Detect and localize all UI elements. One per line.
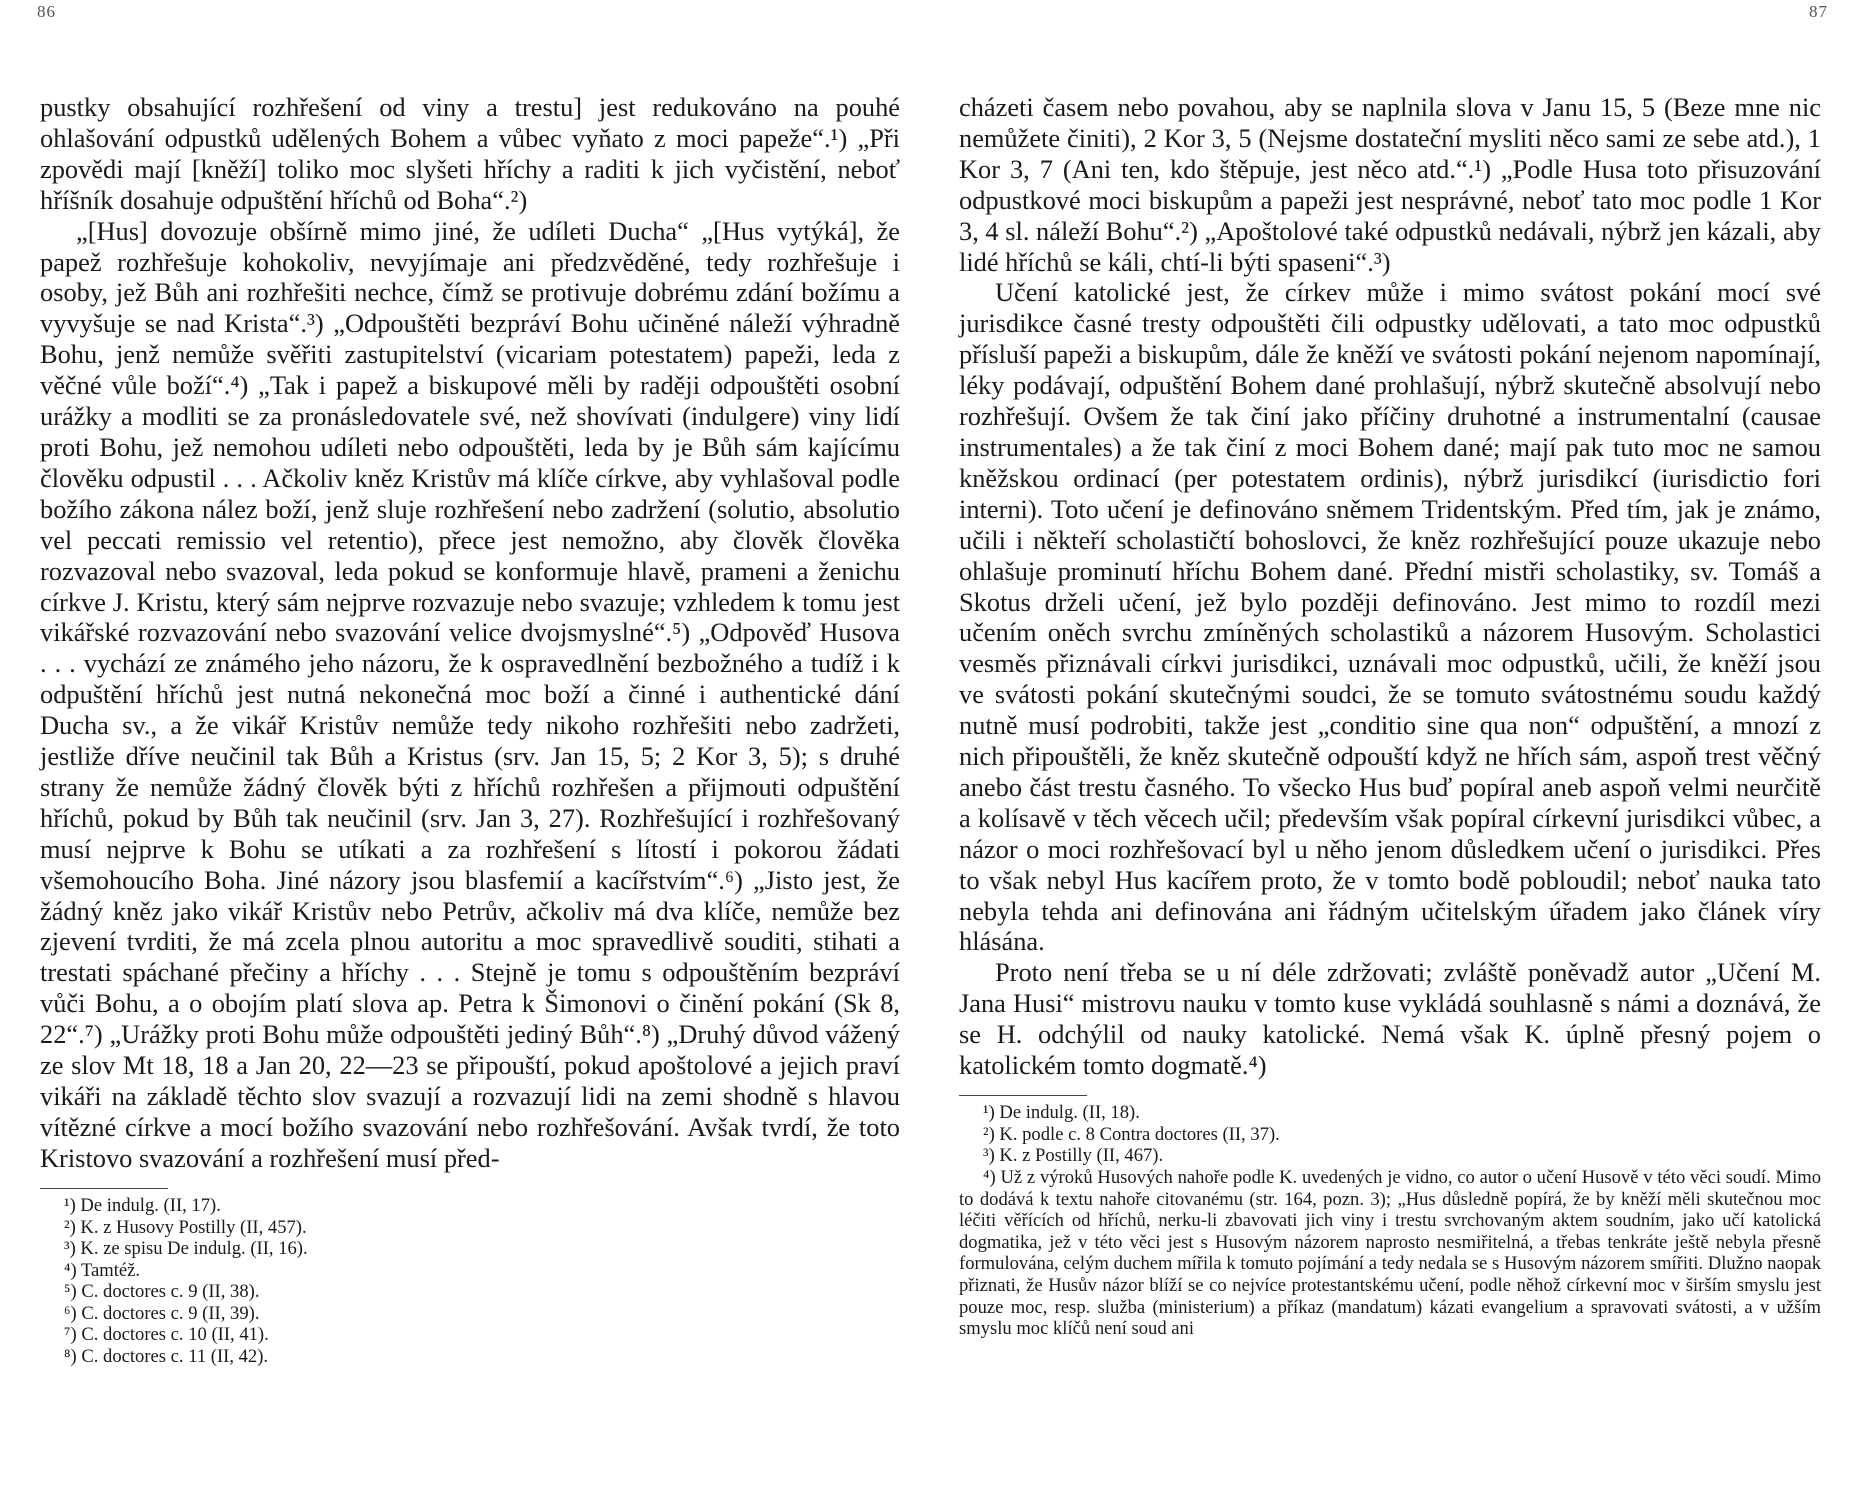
right-paragraph-2: Učení katolické jest, že církev může i mimo svátost pokání mocí své jurisdikce časné tresty odpouštěti čili odpustky udělovati, a tato moc odpustků přísluší papeži a biskupům, dále že kněží ve svátosti pokání nejenom napomínají, léky podávají, odpuštění Bohem dané prohlašují, nýbrž skutečně absolvují nebo rozhřešují. Ovšem že tak činí jako příčiny druhotné a instrumentalní (causae instrumentales) a že tak činí z moci Bohem dané; mají pak tuto moc ne samou kněžskou ordinací (per potestatem ordinis), nýbrž jurisdikcí (iurisdictio fori interni). Toto učení je definováno sněmem Tridentským. Před tím, jak je známo, učili i někteří scholastičtí bohoslovci, že kněz rozhřešující pouze ukazuje nebo ohlašuje prominutí hříchu Bohem dané. Přední mistři scholastiky, sv. Tomáš a Skotus drželi učení, jež bylo později definováno. Jest mimo to rozdíl mezi učením oněch svrchu zmíněných scholastiků a názorem Husovým. Scholastici vesměs přiznávali církvi jurisdikci, uznávali moc odpustků, učili, že kněží jsou ve svátosti pokání skutečnými soudci, že se tomuto svátostnému soudu každý nutně musí podrobiti, takže jest „conditio sine qua non“ odpuštění, a mnozí z nich připouštěli, že kněz skutečně odpouští když ne hřích sám, aspoň trest věčný anebo část trestu časného. To všecko Hus buď popíral aneb aspoň velmi neurčitě a kolísavě v těch věcech učil; především však popíral církevní jurisdikci vůbec, a názor o moci rozhřešovací byl u něho jenom důsledkem učení o jurisdikci. Přes to však nebyl Hus kacířem proto, že v tomto bodě pobloudil; neboť nauka tato nebyla tehda ani definována ani řádným učitelským úřadem jako článek víry hlásána. [959,277,1821,957]
footnote: ¹) De indulg. (II, 17). [64,1194,221,1216]
left-paragraph-1: pustky obsahující rozhřešení od viny a trestu] jest redukováno na pouhé ohlašování odpustků udělených Bohem a vůbec vyňato z moci papeže“.¹) „Při zpovědi mají [kněží] toliko moc slyšeti hříchy a raditi k jich vyčistění, neboť hříšník dosahuje odpuštění hříchů od Boha“.²) [40,92,900,215]
left-footnote-rule [40,1188,168,1189]
right-footnote-rule [959,1095,1087,1096]
footnote: ²) K. podle c. 8 Contra doctores (II, 37). [983,1123,1280,1145]
footnote: ¹) De indulg. (II, 18). [983,1102,1140,1124]
footnote: ⁵) C. doctores c. 9 (II, 38). [64,1281,260,1303]
footnote: ³) K. ze spisu De indulg. (II, 16). [64,1238,308,1260]
right-footnotes [959,1102,1821,1340]
left-column [40,92,900,1368]
footnote: ⁴) Už z výroků Husových nahoře podle K. uvedených je vidno, co autor o učení Husově v této věci soudí. Mimo to dodává k textu nahoře citovanému (str. 164, pozn. 3); „Hus důsledně popírá, že by kněží měli skutečnou moc léčiti věřících od hříchů, nerku-li zbavovati jich viny i trestu svrchovaným aktem soudním, jako učí katolická dogmatika, jež v této věci jest s Husovým názorem naprosto nesmiřitelná, a třebas tenkráte ještě nebyla přesně formulována, celým duchem mířila k tomuto pojímání a tedy nedala se s Husovým názorem smířiti. Dlužno naopak přiznati, že Husův názor blíží se co nejvíce protestantskému učení, podle něhož církevní moc v širším smyslu jest pouze moc, resp. služba (ministerium) a příkaz (mandatum) kázati evangelium a spravovati svátosti, a v užším smyslu moc klíčů není soud ani [959,1166,1821,1340]
left-page-number: 86 [37,2,56,21]
right-page-number: 87 [1809,2,1828,21]
footnote: ⁷) C. doctores c. 10 (II, 41). [64,1324,269,1346]
right-paragraph-3: Proto není třeba se u ní déle zdržovati; zvláště poněvadž autor „Učení M. Jana Husi“ mistrovu nauku v tomto kuse vykládá souhlasně s námi a doznává, že se H. odchýlil od nauky katolické. Nemá však K. úplně přesný pojem o katolickém tomto dogmatě.⁴) [959,957,1821,1081]
left-paragraph-2: „[Hus] dovozuje obšírně mimo jiné, že udíleti Ducha“ „[Hus vytýká], že papež rozhřešuje kohokoliv, nevyjímaje ani předzvěděné, tedy rozhřešuje i osoby, jež Bůh ani rozhřešiti nechce, čímž se protivuje dobrému zdání božímu a vyvyšuje se nad Krista“.³) „Odpouštěti bezpráví Bohu učiněné náleží výhradně Bohu, jenž nemůže svěřiti zastupitelství (vicariam potestatem) papeži, leda z věčné vůle boží“.⁴) „Tak i papež a biskupové měli by raději odpouštěti osobní urážky a modliti se za pronásledovatele své, než shovívati (indulgere) viny lidí proti Bohu, jež nemohou udíleti nebo odpouštěti, leda by je Bůh sám kajícímu člověku odpustil . . . Ačkoliv kněz Kristův má klíče církve, aby vyhlašoval podle božího zákona nález boží, jenž sluje rozhřešení nebo zadržení (solutio, absolutio vel peccati remissio vel retentio), přece jest nemožno, aby člověk člověka rozvazoval nebo svazoval, leda pokud se konformuje hlavě, prameni a ženichu církve J. Kristu, který sám nejprve rozvazuje nebo svazuje; vzhledem k tomu jest vikářské rozvazování nebo svazování velice dvojsmyslné“.⁵) „Odpověď Husova . . . vychází ze známého jeho názoru, že k ospravedlnění bezbožného a tudíž i k odpuštění hříchů jest nutná nekonečná moc boží a činné i authentické dání Ducha sv., a že vikář Kristův nemůže tedy nikoho rozhřešiti nebo zadržeti, jestliže dříve neučinil tak Bůh a Kristus (srv. Jan 15, 5; 2 Kor 3, 5); s druhé strany že nemůže žádný člověk býti z hříchů rozhřešen a přijmouti odpuštění hříchů, pokud by Bůh tak neučinil (srv. Jan 3, 27). Rozhřešující i rozhřešovaný musí nejprve k Bohu se utíkati a za rozhřešení s lítostí i pokorou žádati všemohoucího Boha. Jiné názory jsou blasfemií a kacířstvím“.⁶) „Jisto jest, že žádný kněz jako vikář Kristův nebo Petrův, ačkoliv má dva klíče, nemůže bez zjevení tvrditi, že má zcela plnou autoritu a moc spravedlivě souditi, stihati a trestati spáchané přečiny a hříchy . . . Stejně je tomu s odpouštěním bezpráví vůči Bohu, a o obojím platí slova ap. Petra k Šimonovi o činění pokání (Sk 8, 22“.⁷) „Urážky proti Bohu může odpouštěti jediný Bůh“.⁸) „Druhý důvod vážený ze slov Mt 18, 18 a Jan 20, 22—23 se připouští, pokud apoštolové a jejich praví vikáři na základě těchto slov svazují a rozvazují lidi na zemi shodně s hlavou vítězné církve a mocí božího svazování nebo rozhřešování. Avšak tvrdí, že toto Kristovo svazování a rozhřešení musí před- [40,215,900,1173]
left-footnotes [40,1195,900,1368]
footnote: ⁴) Tamtéž. [64,1259,141,1281]
right-paragraph-1: cházeti časem nebo povahou, aby se naplnila slova v Janu 15, 5 (Beze mne nic nemůžete činiti), 2 Kor 3, 5 (Nejsme dostateční mysliti něco sami ze sebe atd.), 1 Kor 3, 7 (Ani ten, kdo štěpuje, jest něco atd.“.¹) „Podle Husa toto přisuzování odpustkové moci biskupům a papeži jest nesprávné, neboť tato moc podle 1 Kor 3, 4 sl. náleží Bohu“.²) „Apoštolové také odpustků nedávali, nýbrž jen kázali, aby lidé hříchů se káli, chtí-li býti spaseni“.³) [959,92,1821,277]
footnote: ³) K. z Postilly (II, 467). [983,1145,1164,1167]
right-column [959,92,1821,1340]
footnote: ²) K. z Husovy Postilly (II, 457). [64,1216,307,1238]
right-page [931,0,1862,1500]
footnote: ⁸) C. doctores c. 11 (II, 42). [64,1346,269,1368]
footnote: ⁶) C. doctores c. 9 (II, 39). [64,1302,260,1324]
